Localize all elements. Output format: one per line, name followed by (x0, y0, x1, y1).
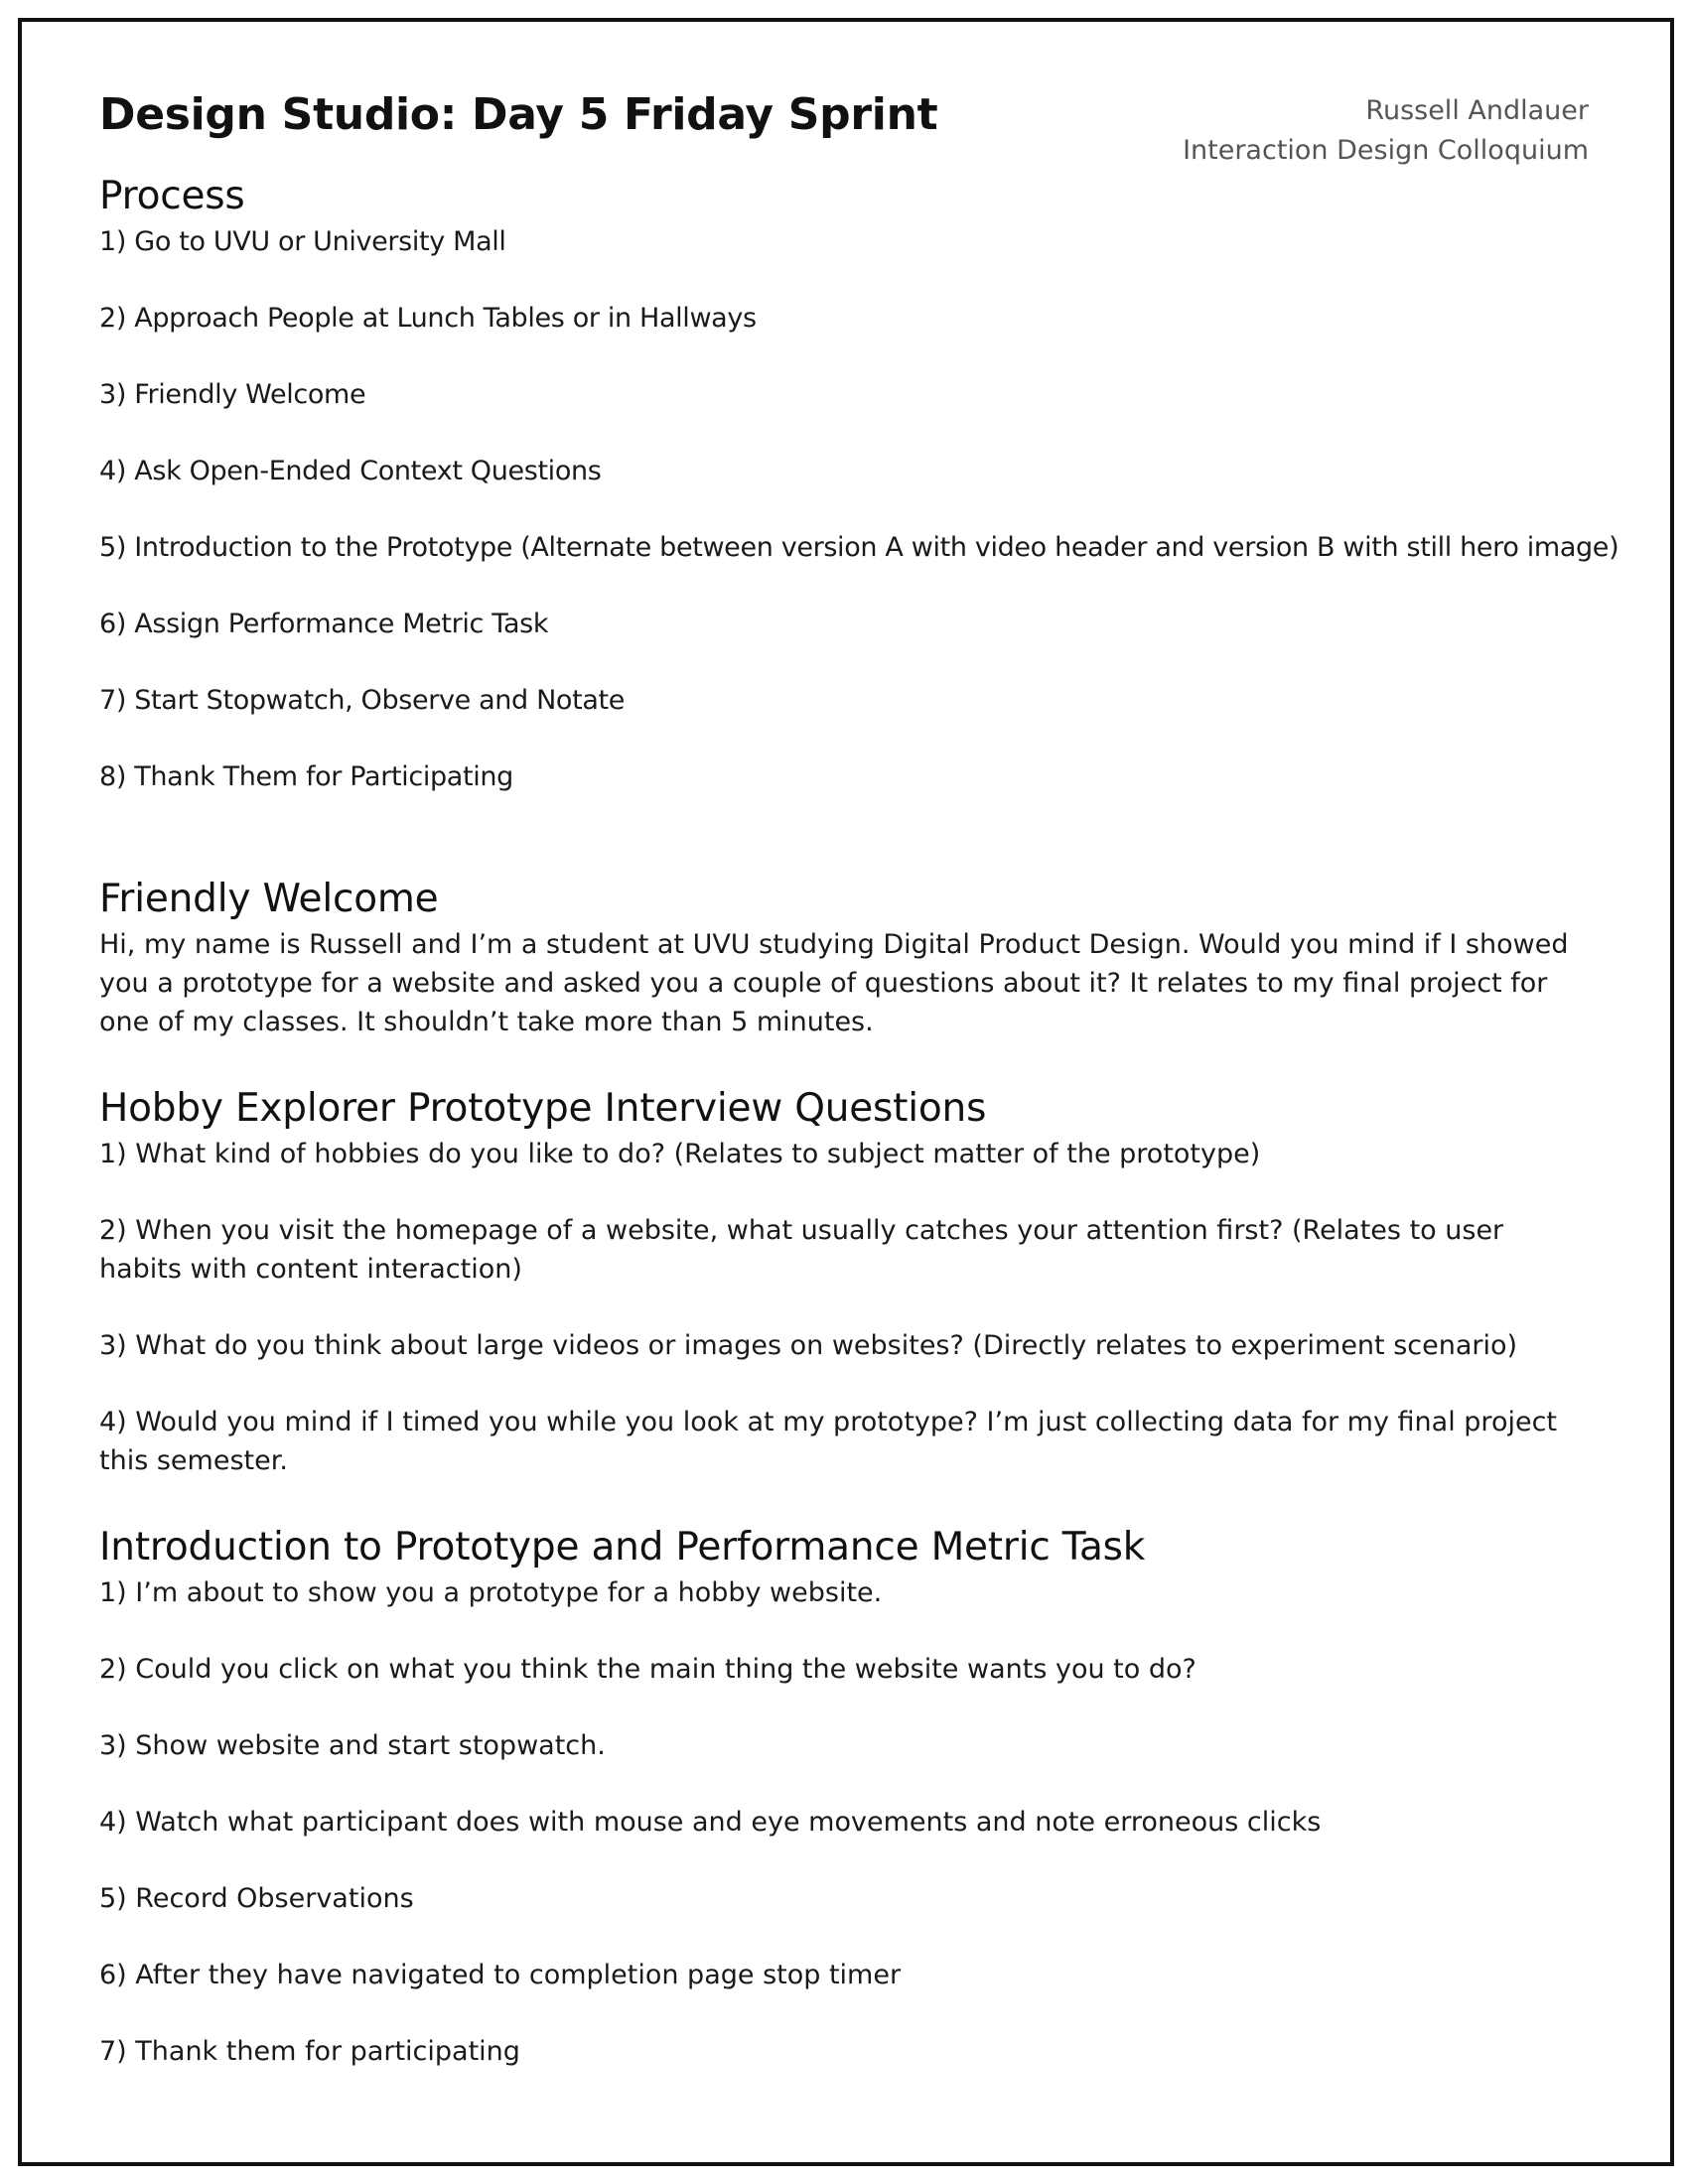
interview-questions-list (99, 1135, 1569, 1480)
document-title: Design Studio: Day 5 Friday Sprint (99, 89, 938, 140)
interview-question: 4) Would you mind if I timed you while you look at my prototype? I’m just collecting data for my final project this semester. (99, 1407, 1558, 1476)
process-step: 5) Introduction to the Prototype (Alternate between version A with video header and version B with still hero image) (99, 532, 1619, 563)
process-step: 7) Start Stopwatch, Observe and Notate (99, 685, 626, 716)
task-step: 3) Show website and start stopwatch. (99, 1730, 606, 1761)
task-step: 6) After they have navigated to completion page stop timer (99, 1960, 902, 1990)
welcome-section (99, 874, 1589, 1041)
prototype-task-list (99, 1573, 1569, 2071)
task-step: 2) Could you click on what you think the main thing the website wants you to do? (99, 1654, 1196, 1685)
prototype-task-section (99, 1522, 1589, 2071)
interview-question: 3) What do you think about large videos or images on websites? (Directly relates to experiment scenario) (99, 1330, 1518, 1361)
interview-question: 1) What kind of hobbies do you like to do? (Relates to subject matter of the prototype) (99, 1139, 1261, 1169)
interview-question: 2) When you visit the homepage of a website, what usually catches your attention first? (Relates to user habits with content interaction) (99, 1215, 1504, 1285)
process-heading: Process (99, 174, 245, 218)
author-name: Russell Andlauer (1365, 95, 1589, 126)
process-step: 3) Friendly Welcome (99, 379, 366, 410)
process-step: 8) Thank Them for Participating (99, 761, 513, 792)
process-step: 1) Go to UVU or University Mall (99, 226, 506, 257)
course-name: Interaction Design Colloquium (1183, 135, 1589, 166)
prototype-task-heading: Introduction to Prototype and Performance Metric Task (99, 1525, 1146, 1570)
process-step: 6) Assign Performance Metric Task (99, 609, 549, 639)
process-step: 4) Ask Open-Ended Context Questions (99, 456, 602, 486)
process-step: 2) Approach People at Lunch Tables or in Hallways (99, 303, 757, 334)
task-step: 5) Record Observations (99, 1883, 414, 1914)
task-step: 1) I’m about to show you a prototype for a hobby website. (99, 1577, 883, 1608)
welcome-heading: Friendly Welcome (99, 877, 439, 921)
interview-questions-section (99, 1083, 1589, 1480)
author-block (1183, 91, 1589, 171)
welcome-script: Hi, my name is Russell and I’m a student at UVU studying Digital Product Design. Would you mind if I showed you a prototype for a website and asked you a couple of questions about it? It relates to my final project for one of my classes. It shouldn’t take more than 5 minutes. (99, 929, 1569, 1037)
task-step: 4) Watch what participant does with mouse and eye movements and note erroneous clicks (99, 1807, 1322, 1838)
interview-questions-heading: Hobby Explorer Prototype Interview Questions (99, 1086, 987, 1131)
process-section (99, 171, 1619, 796)
task-step: 7) Thank them for participating (99, 2036, 520, 2067)
document-body (99, 171, 1619, 2071)
process-list (99, 222, 1619, 796)
